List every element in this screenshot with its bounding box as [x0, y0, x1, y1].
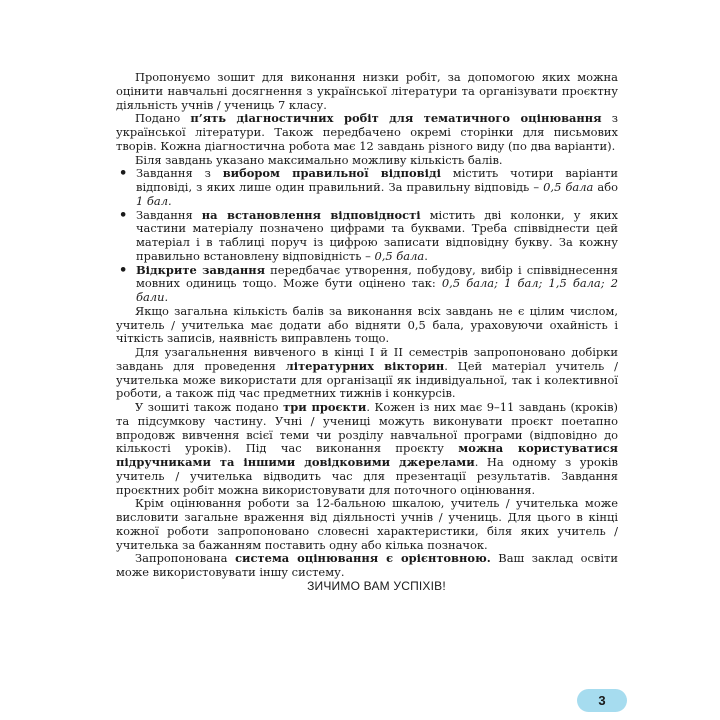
- quiz-paragraph: Для узагальнення вивченого в кінці I й II семестрів запропоновано добірки завдань для проведення літературних вікторин. Цей матеріал учитель / учителька може використати для організації як індивідуальної, так і колективної роботи, а також під час предметних тижнів і конкурсів.: [116, 345, 619, 401]
- diagnostic-paragraph: Подано п’ять діагностичних робіт для тематичного оцінювання з української літератури. Також передбачено окремі сторінки для письмових творів. Кожна діагностична робота має 12 завдань різного виду (по два варіанти).: [116, 111, 619, 153]
- points-paragraph: Біля завдань указано максимально можливу кількість балів.: [135, 152, 503, 167]
- list-item: • Завдання з вибором правильної відповіді містить чотири варіанти відповіді, з яких лише один правильний. За правильну відповідь – 0,5 бала або 1 бал.: [116, 167, 618, 208]
- page-number: 3: [598, 693, 606, 708]
- verbal-assessment-paragraph: Крім оцінювання роботи за 12-бальною шкалою, учитель / учителька може висловити загальне враження від діяльності учнів / учениць. Для цього в кінці кожної роботи запропоновано словесні характеристики, біля яких учитель / учителька за бажанням поставить одну або кілька позначок.: [116, 496, 618, 552]
- rounding-paragraph: Якщо загальна кількість балів за виконання всіх завдань не є цілим числом, учитель / учителька має додати або відняти 0,5 бала, ураховуючи охайність і чіткість записів, наявність виправлень тощо.: [116, 303, 618, 346]
- projects-paragraph: У зошиті також подано три проєкти. Кожен із них має 9–11 завдань (кроків) та підсумкову частину. Учні / учениці можуть виконувати проєкт поетапно впродовж вивчення всієї теми чи розділу навчальної програми (відповідно до кількості уроків). Під час виконання проєкту можна користуватися підручниками та іншими довідковими джерелами. На одному з уроків учитель / учителька відводить час для презентації результатів. Завдання проєктних робіт можна використовувати для поточного оцінювання.: [116, 400, 619, 497]
- page-number-badge: [577, 689, 627, 712]
- system-paragraph: Запропонована система оцінювання є орієнтовною. Ваш заклад освіти може використовувати іншу систему.: [116, 551, 618, 579]
- list-item: • Відкрите завдання передбачає утворення, побудову, вибір і співвіднесення мовних одиниць тощо. Може бути оцінено так: 0,5 бала; 1 бал; 1,5 бала; 2 бали.: [116, 264, 618, 305]
- intro-paragraph: Пропонуємо зошит для виконання низки робіт, за допомогою яких можна оцінити навчальні досягнення з української літератури та організувати проєктну діяльність учнів / учениць 7 класу.: [116, 70, 618, 112]
- list-item: • Завдання на встановлення відповідності містить дві колонки, у яких частини матеріалу позначено цифрами та буквами. Треба співвіднести цей матеріал і в таблиці поруч із цифрою записати відповідну букву. За кожну правильно встановлену відповідність – 0,5 бала.: [116, 209, 618, 264]
- task-types-list: [116, 167, 618, 305]
- closing-wish: ЗИЧИМО ВАМ УСПІХІВ!: [307, 578, 446, 593]
- body-text: [116, 71, 618, 594]
